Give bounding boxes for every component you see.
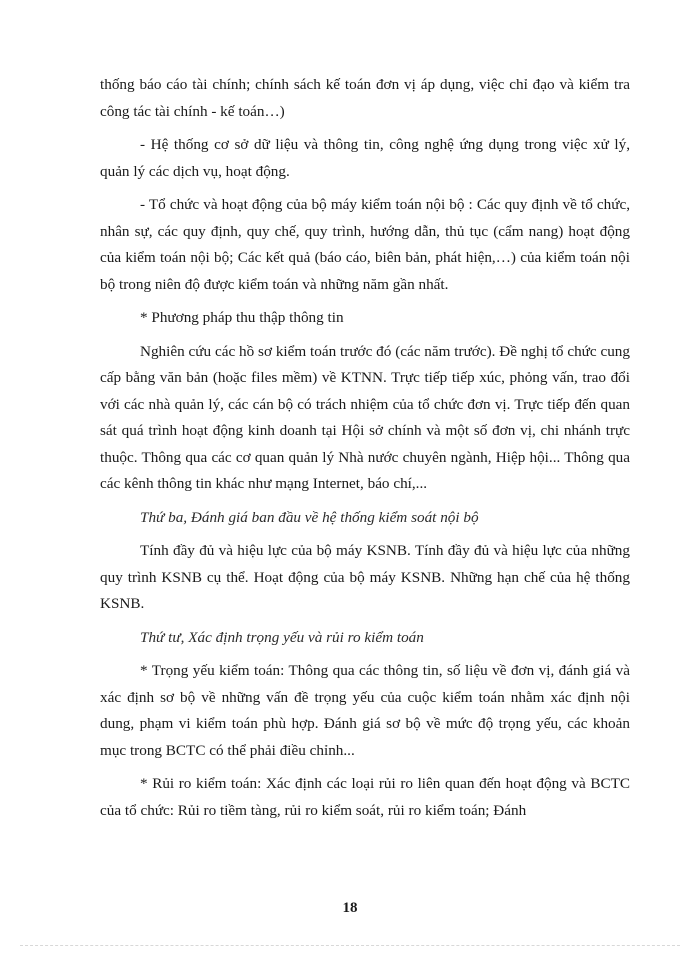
paragraph-materiality: * Trọng yếu kiểm toán: Thông qua các thông tin, số liệu về đơn vị, đánh giá và xác định sơ bộ về những vấn đề trọng yếu của cuộc kiểm toán nhằm xác định nội dung, phạm vi kiểm toán phù hợp. Đánh giá sơ bộ về mức độ trọng yếu, các khoản mục trong BCTC có thể phải điều chỉnh... bbox=[100, 662, 630, 759]
page-body bbox=[100, 72, 630, 824]
page-bottom-divider bbox=[20, 945, 680, 946]
paragraph-internal-audit: - Tổ chức và hoạt động của bộ máy kiểm toán nội bộ : Các quy định về tổ chức, nhân sự, các quy định, quy chế, quy trình, hướng dẫn, thủ tục (cẩm nang) hoạt động của kiểm toán nội bộ; Các kết quả (báo cáo, biên bản, phát hiện,…) của kiểm toán nội bộ trong niên độ được kiểm toán và những năm gần nhất. bbox=[100, 196, 630, 293]
section-heading-fourth: Thứ tư, Xác định trọng yếu và rủi ro kiểm toán bbox=[140, 628, 424, 646]
paragraph-ksnb: Tính đầy đủ và hiệu lực của bộ máy KSNB. Tính đầy đủ và hiệu lực của những quy trình KSNB cụ thể. Hoạt động của bộ máy KSNB. Những hạn chế của hệ thống KSNB. bbox=[100, 542, 630, 612]
section-heading-third: Thứ ba, Đánh giá ban đầu về hệ thống kiểm soát nội bộ bbox=[140, 508, 479, 526]
page-number: 18 bbox=[342, 900, 358, 916]
paragraph-method-heading: * Phương pháp thu thập thông tin bbox=[140, 309, 344, 326]
paragraph-audit-risk: * Rủi ro kiểm toán: Xác định các loại rủi ro liên quan đến hoạt động và BCTC của tổ chức: Rủi ro tiềm tàng, rủi ro kiểm soát, rủi ro kiểm toán; Đánh bbox=[100, 775, 630, 819]
paragraph-database-systems: - Hệ thống cơ sở dữ liệu và thông tin, công nghệ ứng dụng trong việc xử lý, quản lý các dịch vụ, hoạt động. bbox=[100, 136, 630, 180]
paragraph-continuation: thống báo cáo tài chính; chính sách kế toán đơn vị áp dụng, việc chỉ đạo và kiểm tra công tác tài chính - kế toán…) bbox=[100, 76, 630, 120]
paragraph-method-details: Nghiên cứu các hồ sơ kiểm toán trước đó (các năm trước). Đề nghị tổ chức cung cấp bằng văn bản (hoặc files mềm) về KTNN. Trực tiếp tiếp xúc, phỏng vấn, trao đổi với các nhà quản lý, các cán bộ có trách nhiệm của tổ chức đơn vị. Trực tiếp đến quan sát quá trình hoạt động kinh doanh tại Hội sở chính và một số đơn vị, chi nhánh trực thuộc. Thông qua các cơ quan quản lý Nhà nước chuyên ngành, Hiệp hội... Thông qua các kênh thông tin khác như mạng Internet, báo chí,... bbox=[100, 342, 630, 492]
